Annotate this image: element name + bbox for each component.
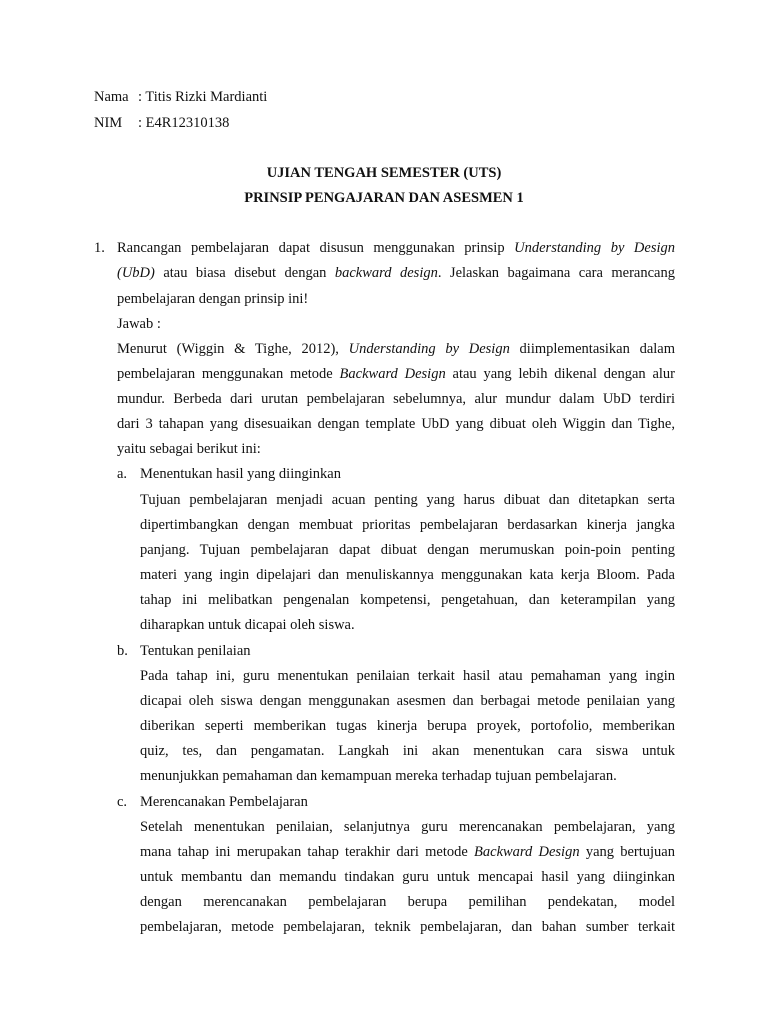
step-a-letter: a. xyxy=(117,466,128,482)
question-line-3: pembelajaran dengan prinsip ini! xyxy=(117,291,309,307)
step-c-line-2-text-a: mana tahap ini merupakan tahap terakhir dari metode xyxy=(140,844,475,860)
intro-2-text-b: atau yang lebih dikenal dengan alur xyxy=(445,366,675,382)
intro-1-italic: Understanding by Design xyxy=(348,341,510,357)
step-c-line-1: Setelah menentukan penilaian, selanjutnya guru merencanakan pembelajaran, yang xyxy=(140,819,675,835)
question-line-2 xyxy=(117,264,675,282)
name-value: : Titis Rizki Mardianti xyxy=(138,89,268,105)
answer-label: Jawab : xyxy=(117,316,161,332)
nim-label: NIM xyxy=(94,115,123,131)
step-c-line: dengan merencanakan pembelajaran berupa pemilihan pendekatan, model xyxy=(140,894,675,910)
step-a-title: Menentukan hasil yang diinginkan xyxy=(140,466,341,482)
intro-1-text-b: diimplementasikan dalam xyxy=(509,341,676,357)
name-label: Nama xyxy=(94,89,129,105)
question-number: 1. xyxy=(94,240,105,256)
step-c-line-2-italic: Backward Design xyxy=(474,844,580,860)
question-line-1-text: Rancangan pembelajaran dapat disusun menggunakan prinsip xyxy=(117,240,515,256)
question-line-1-italic: Understanding by Design xyxy=(514,240,676,256)
answer-intro-line-2 xyxy=(117,365,675,383)
question-line-1 xyxy=(117,239,675,257)
answer-intro-line-4: dari 3 tahapan yang disesuaikan dengan template UbD yang dibuat oleh Wiggin dan Tighe, xyxy=(117,416,675,432)
step-c-letter: c. xyxy=(117,794,128,810)
step-b-line: Pada tahap ini, guru menentukan penilaian terkait hasil atau pemahaman yang ingin xyxy=(140,668,675,684)
answer-intro-line-5: yaitu sebagai berikut ini: xyxy=(117,441,261,457)
step-c-title: Merencanakan Pembelajaran xyxy=(140,794,308,810)
step-c-line-2-text-b: yang bertujuan xyxy=(579,844,675,860)
nim-value: : E4R12310138 xyxy=(138,115,230,131)
step-b-letter: b. xyxy=(117,643,128,659)
step-a-line: diharapkan untuk dicapai oleh siswa. xyxy=(140,617,355,633)
step-c-line: pembelajaran, metode pembelajaran, teknik pembelajaran, dan bahan sumber terkait xyxy=(140,919,675,935)
step-c-line-2 xyxy=(140,843,675,861)
step-a-line: panjang. Tujuan pembelajaran dapat dibuat dengan merumuskan poin-poin penting xyxy=(140,542,675,558)
step-b-title: Tentukan penilaian xyxy=(140,643,251,659)
step-b-line: quiz, tes, dan pengamatan. Langkah ini akan menentukan cara siswa untuk xyxy=(140,743,675,759)
step-a-line: materi yang ingin dipelajari dan menuliskannya menggunakan kata kerja Bloom. Pada xyxy=(140,567,675,583)
step-a-line: dipertimbangkan dengan membuat prioritas pembelajaran berdasarkan kinerja jangka xyxy=(140,517,675,533)
intro-2-italic: Backward Design xyxy=(339,366,446,382)
title-line-1: UJIAN TENGAH SEMESTER (UTS) xyxy=(266,165,502,181)
step-b-line: dicapai oleh siswa dengan menggunakan asesmen dan berbagai metode penilaian yang xyxy=(140,693,675,709)
step-b-line: diberikan seperti memberikan tugas kinerja berupa proyek, portofolio, memberikan xyxy=(140,718,675,734)
intro-1-text-a: Menurut (Wiggin & Tighe, 2012), xyxy=(117,341,349,357)
question-line-2-italic-a: (UbD) xyxy=(117,265,155,281)
title-line-2: PRINSIP PENGAJARAN DAN ASESMEN 1 xyxy=(244,190,524,206)
question-line-2-text-a: atau biasa disebut dengan xyxy=(154,265,335,281)
step-a-line: Tujuan pembelajaran menjadi acuan penting yang harus dibuat dan ditetapkan serta xyxy=(140,492,675,508)
question-line-2-italic-b: backward design xyxy=(334,265,438,281)
step-c-line: untuk membantu dan memandu tindakan guru untuk mencapai hasil yang diinginkan xyxy=(140,869,675,885)
answer-intro-line-1 xyxy=(117,340,675,358)
intro-2-text-a: pembelajaran menggunakan metode xyxy=(117,366,340,382)
step-b-line: menunjukkan pemahaman dan kemampuan mereka terhadap tujuan pembelajaran. xyxy=(140,768,617,784)
step-a-line: tahap ini melibatkan pengenalan kompetensi, pengetahuan, dan keterampilan yang xyxy=(140,592,675,608)
answer-intro-line-3: mundur. Berbeda dari urutan pembelajaran sebelumnya, alur mundur dalam UbD terdiri xyxy=(117,391,675,407)
question-line-2-text-b: . Jelaskan bagaimana cara merancang xyxy=(437,265,675,281)
